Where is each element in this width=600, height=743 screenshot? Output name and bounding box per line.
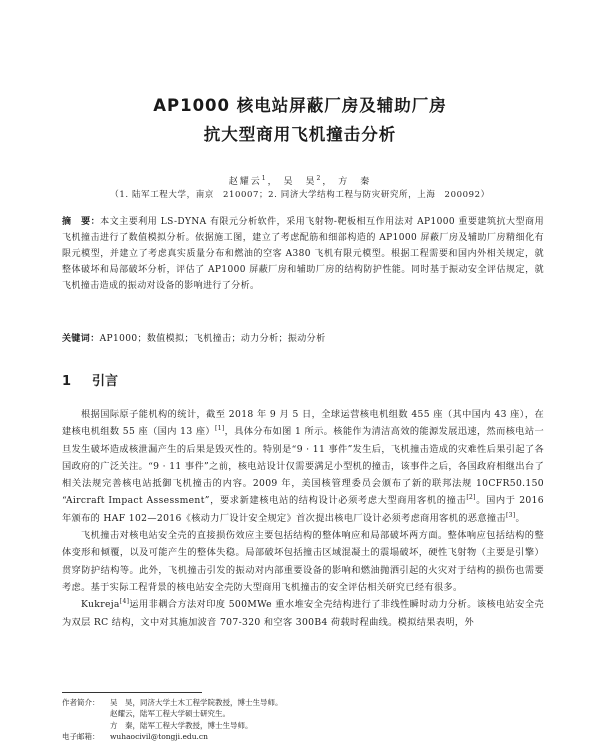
- footnotes: [62, 697, 544, 742]
- paper-title-line1: AP1000 核电站屏蔽厂房及辅助厂房: [153, 96, 447, 115]
- affiliation: （1. 陆军工程大学，南京 210007；2. 同济大学结构工程与防灾研究所，上海 200092）: [110, 190, 490, 200]
- footnote-rule: [62, 692, 202, 693]
- footnote-label: 作者简介：: [62, 698, 100, 707]
- footnote-row: [62, 697, 544, 708]
- citation: [1]: [215, 425, 225, 433]
- citation: [3]: [505, 511, 516, 519]
- citation: [4]: [119, 598, 130, 606]
- body-text-run: ，具体分布如图 1 所示。核能作为清洁高效的能源发展迅速，然而核电站一旦发生破坏造成核泄漏产生的后果是毁灭性的。特别是“9 · 11 事件”发生后，飞机撞击造成的灾难性后果引起了各国政府的广泛关注。“9 · 11 事件”之前，核电站设计仅需要满足小型机的撞击，该事件之后，各国政府相继出台了相关法规完善核电站抵御飞机撞击的内容。2009 年，美国核管理委员会颁布了新的联邦法规 10CFR50.150 “Aircraft Impact Assessment”，要求新建核电站的结构设计必须考虑大型商用客机的撞击: [62, 426, 545, 507]
- footnote-text: 赵耀云，陆军工程大学硕士研究生。: [110, 709, 230, 719]
- body-paragraph: [62, 406, 544, 527]
- footnote-text: 方 秦，陆军工程大学教授，博士生导师。: [110, 720, 253, 730]
- keywords-label: 关键词：: [62, 334, 100, 344]
- paper-title-line2: 抗大型商用飞机撞击分析: [203, 125, 397, 144]
- footnote-email: wuhaocivil@tongji.edu.cn: [110, 731, 208, 741]
- footnote-text: 吴 昊，同济大学土木工程学院教授，博士生导师。: [110, 698, 283, 707]
- body-paragraph: [62, 596, 544, 631]
- body-text-run: 。国内于 2016 年颁布的 HAF 102—2016《核动力厂设计安全规定》首次提出核电厂设计必须考虑商用客机的恶意撞击: [62, 495, 544, 524]
- body-text-run: 根据国际原子能机构的统计，截至 2018 年 9 月 5 日，全球运营核电机组数 455 座（其中国内 43 座），在建核电机组数 55 座（国内 13 座）: [62, 409, 544, 438]
- footnote-label: 电子邮箱：: [62, 731, 100, 741]
- abstract: [62, 214, 544, 294]
- author-name: 方 秦: [338, 177, 372, 187]
- body-text-run: 运用非耦合方法对印度 500MWe 重水堆安全壳结构进行了非线性瞬时动力分析。该核电站安全壳为双层 RC 结构，文中对其施加波音 707-320 和空客 300B4 荷载时程曲线。模拟结果表明，外: [62, 599, 544, 628]
- author-name: 赵耀云: [228, 177, 262, 187]
- keywords-text: AP1000；数值模拟；飞机撞击；动力分析；振动分析: [99, 334, 326, 344]
- author-name: 吴 昊: [283, 177, 317, 187]
- body-paragraph: 飞机撞击对核电站安全壳的直接损伤效应主要包括结构的整体响应和局部破坏两方面。整体响应包括结构的整体变形和倾覆，以及可能产生的整体失稳。局部破坏包括撞击区域混凝土的震塌破坏，硬性飞射物（主要是引擎）贯穿防护结构等。此外，飞机撞击引发的振动对内部重要设备的影响和燃油抛洒引起的火灾对于结构的损伤也需要考虑。基于实际工程背景的核电站安全壳防大型商用飞机撞击的安全评估相关研究已经有很多。: [62, 530, 544, 593]
- abstract-text: 本文主要利用 LS-DYNA 有限元分析软件，采用飞射物-靶板相互作用法对 AP1000 重要建筑抗大型商用飞机撞击进行了数值模拟分析。依据施工图，建立了考虑配筋和细部构造的 AP1000 屏蔽厂房及辅助厂房精细化有限元模型，并建立了考虑真实质量分布和燃油的空客 A380 飞机有限元模型。根据工程需要和国内外相关规定，就整体破坏和局部破坏分析，评估了 AP1000 屏蔽厂房和辅助厂房的结构防护性能。同时基于振动安全评估规定，就飞机撞击造成的振动对设备的影响进行了分析。: [62, 217, 545, 291]
- author-affil-mark: 2: [316, 175, 323, 182]
- section-number: 1: [62, 374, 72, 389]
- abstract-label: 摘 要：: [62, 217, 101, 227]
- body-text: [62, 406, 544, 631]
- body-text-run: 。: [515, 512, 526, 524]
- section-heading: [62, 370, 118, 389]
- author-list: 赵耀云$^1$， 吴 昊$^2$， 方 秦: [228, 175, 372, 187]
- body-text-run: Kukreja: [81, 599, 120, 611]
- citation: [2]: [466, 494, 476, 502]
- author-affil-mark: 1: [261, 175, 268, 182]
- footnote-row: [62, 731, 544, 742]
- section-title: 引言: [92, 374, 119, 389]
- keywords: [62, 331, 544, 347]
